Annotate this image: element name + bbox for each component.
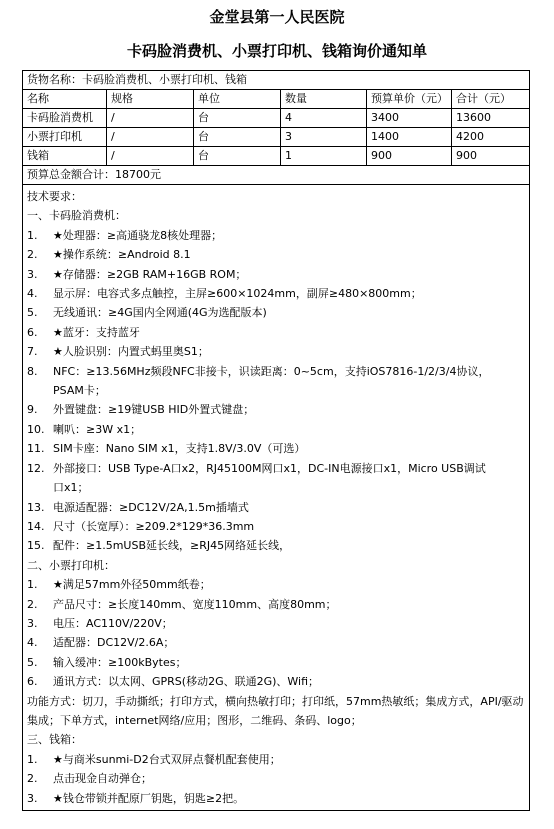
- item-number: 6.: [27, 325, 38, 339]
- header-cell: 规格: [107, 90, 194, 109]
- item-text: ★存储器：≥2GB RAM+16GB ROM；: [53, 267, 247, 281]
- item-number: 2.: [27, 248, 38, 262]
- item-text: ★处理器：≥高通骁龙8核处理器；: [53, 228, 223, 242]
- list-item: [27, 575, 525, 594]
- item-text: 显示屏：电容式多点触控，主屏≥600×1024mm，副屏≥480×800mm；: [53, 287, 422, 301]
- item-text: SIM卡座：Nano SIM x1，支持1.8V/3.0V（可选）: [53, 442, 306, 456]
- item-text: 通讯方式：以太网、GPRS(移动2G、联通2G)、Wifi；: [53, 675, 320, 689]
- item-text: 外部接口：USB Type-A口x2，RJ45100M网口x1，DC-IN电源接口x1，Micro USB调试: [53, 461, 486, 475]
- item-number: 8.: [27, 364, 38, 378]
- item-number: 11.: [27, 442, 45, 456]
- header-cell: 数量: [281, 90, 367, 109]
- tech-row: [23, 185, 530, 811]
- notice-title: 卡码脸消费机、小票打印机、钱箱询价通知单: [126, 42, 427, 60]
- section-title: 一、卡码脸消费机：: [27, 209, 126, 223]
- item-text: 产品尺寸：≥长度140mm、宽度110mm、高度80mm；: [53, 597, 337, 611]
- item-text: 外置键盘：≥19键USB HID外置式键盘；: [53, 403, 255, 417]
- item-continuation: PSAM卡；: [53, 384, 106, 398]
- cell: 台: [194, 109, 281, 128]
- list-item: [27, 517, 525, 536]
- item-text: ★操作系统：≥Android 8.1: [53, 248, 191, 262]
- item-continuation: 口x1；: [53, 481, 89, 495]
- item-text: ★钱仓带锁并配原厂钥匙，钥匙≥2把。: [53, 791, 245, 805]
- item-text: 电压：AC110V/220V；: [53, 616, 173, 630]
- cell: /: [107, 147, 194, 166]
- list-item: [27, 265, 525, 284]
- list-item: [27, 633, 525, 652]
- item-number: 6.: [27, 675, 38, 689]
- item-text: NFC：≥13.56MHz频段NFC非接卡，识读距离：0~5cm，支持iOS7816-1/2/3/4协议，: [53, 364, 490, 378]
- list-item: [27, 303, 525, 322]
- item-number: 4.: [27, 287, 38, 301]
- section-title: 三、钱箱：: [27, 733, 82, 747]
- list-item: [27, 226, 525, 245]
- list-item: [27, 595, 525, 614]
- cell: /: [107, 109, 194, 128]
- item-text: ★满足57mm外径50mm纸卷；: [53, 578, 211, 592]
- cell: 4: [281, 109, 367, 128]
- item-text: ★与商米sunmi-D2台式双屏点餐机配套使用；: [53, 752, 281, 766]
- list-item: [27, 362, 525, 381]
- item-text: ★蓝牙：支持蓝牙: [53, 325, 140, 339]
- table-row: [23, 128, 530, 147]
- item-text: ★人脸识别：内置式蚂里奥S1；: [53, 345, 209, 359]
- item-text: 电源适配器：≥DC12V/2A,1.5m插墙式: [53, 500, 249, 514]
- list-item: [27, 400, 525, 419]
- cell: 900: [452, 147, 530, 166]
- item-text: 配件：≥1.5mUSB延长线，≥RJ45网络延长线，: [53, 539, 291, 553]
- item-number: 9.: [27, 403, 38, 417]
- function-description: 功能方式：切刀，手动撕纸；打印方式，横向热敏打印；打印纸，57mm热敏纸；集成方式，API/驱动集成；下单方式，internet网络/应用；图形，二维码、条码、logo；: [27, 694, 524, 727]
- section-title: 二、小票打印机：: [27, 558, 115, 572]
- item-number: 5.: [27, 306, 38, 320]
- cell: 卡码脸消费机: [23, 109, 107, 128]
- cell: 台: [194, 147, 281, 166]
- header-cell: 名称: [23, 90, 107, 109]
- cell: 4200: [452, 128, 530, 147]
- table-row: [23, 109, 530, 128]
- list-item: [27, 420, 525, 439]
- goods-row: [23, 71, 530, 90]
- item-number: 2.: [27, 597, 38, 611]
- header-cell: 合计（元）: [452, 90, 530, 109]
- list-item: [27, 672, 525, 691]
- budget-total: 预算总金额合计：18700元: [23, 166, 530, 185]
- item-number: 1.: [27, 578, 38, 592]
- header-cell: 单位: [194, 90, 281, 109]
- list-item: [27, 245, 525, 264]
- list-item: [27, 439, 525, 458]
- item-number: 1.: [27, 752, 38, 766]
- cell: /: [107, 128, 194, 147]
- item-text: 喇叭：≥3W x1；: [53, 422, 142, 436]
- list-item: [27, 498, 525, 517]
- list-item: [27, 614, 525, 633]
- cell: 3: [281, 128, 367, 147]
- cell: 900: [367, 147, 452, 166]
- cell: 1400: [367, 128, 452, 147]
- tech-title: 技术要求：: [27, 190, 82, 203]
- list-item: [27, 769, 525, 788]
- cell: 13600: [452, 109, 530, 128]
- item-number: 3.: [27, 267, 38, 281]
- list-item: [27, 323, 525, 342]
- list-item: [27, 459, 525, 478]
- item-number: 1.: [27, 228, 38, 242]
- cell: 3400: [367, 109, 452, 128]
- list-item: [27, 284, 525, 303]
- header-cell: 预算单价（元）: [367, 90, 452, 109]
- item-text: 点击现金自动弹仓；: [53, 772, 152, 786]
- hospital-name: 金堂县第一人民医院: [209, 8, 345, 26]
- list-item: [27, 342, 525, 361]
- cell: 台: [194, 128, 281, 147]
- item-number: 15.: [27, 539, 45, 553]
- item-text: 适配器：DC12V/2.6A；: [53, 636, 175, 650]
- list-item: [27, 536, 525, 555]
- goods-name: 货物名称：卡码脸消费机、小票打印机、钱箱: [23, 71, 530, 90]
- item-text: 尺寸（长宽厚）：≥209.2*129*36.3mm: [53, 519, 255, 533]
- tech-requirements: [23, 185, 530, 811]
- item-text: 输入缓冲：≥100kBytes；: [53, 655, 187, 669]
- item-number: 4.: [27, 636, 38, 650]
- item-number: 10.: [27, 422, 45, 436]
- budget-row: [23, 166, 530, 185]
- header-row: [23, 90, 530, 109]
- quote-table: [22, 70, 530, 811]
- table-row: [23, 147, 530, 166]
- list-item: [27, 789, 525, 808]
- item-number: 3.: [27, 616, 38, 630]
- item-number: 5.: [27, 655, 38, 669]
- cell: 钱箱: [23, 147, 107, 166]
- item-number: 7.: [27, 345, 38, 359]
- cell: 1: [281, 147, 367, 166]
- item-number: 12.: [27, 461, 45, 475]
- cell: 小票打印机: [23, 128, 107, 147]
- list-item: [27, 750, 525, 769]
- item-number: 3.: [27, 791, 38, 805]
- item-number: 13.: [27, 500, 45, 514]
- list-item: [27, 653, 525, 672]
- item-number: 14.: [27, 519, 45, 533]
- item-text: 无线通讯：≥4G国内全网通(4G为选配版本): [53, 306, 267, 320]
- item-number: 2.: [27, 772, 38, 786]
